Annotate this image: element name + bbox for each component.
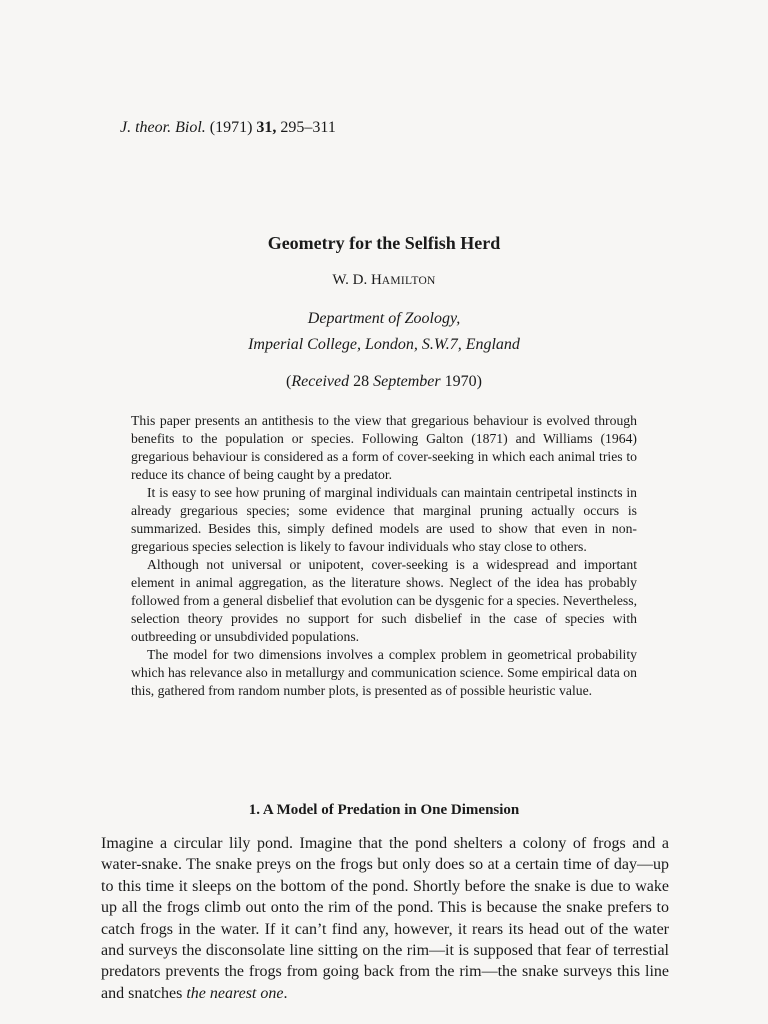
received-label: Received — [291, 373, 350, 390]
abstract-paragraph: The model for two dimensions involves a complex problem in geometrical probability which has relevance also in metallurgy and communication science. Some empirical data on this, gathered from random number plots, is presented as of possible heuristic value. — [131, 647, 637, 698]
affiliation — [0, 306, 768, 358]
body-text — [101, 833, 669, 1004]
received-open: ( — [286, 373, 292, 390]
body-paragraph-end: . — [283, 984, 288, 1002]
journal-citation — [120, 117, 336, 139]
abstract-paragraph: It is easy to see how pruning of marginal individuals can maintain centripetal instincts in already gregarious species; some evidence that marginal pruning actually occurs is summarized. Besides this, simply defined models are used to show that even in non-gregarious species selection is likely to favour individuals who stay close to others. — [131, 485, 637, 554]
author-surname-rest: AMILTON — [381, 275, 436, 287]
journal-pages: 295–311 — [280, 119, 336, 136]
author-surname-initial: H — [370, 272, 382, 288]
abstract-paragraph: Although not universal or unipotent, cover-seeking is a widespread and important element in animal aggregation, as the literature shows. Neglect of the idea has probably followed from a general disbelief that evolution can be dysgenic for a species. Nevertheless, selection theory provides no support for such disbelief in the case of species with outbreeding or unsubdivided populations. — [131, 557, 637, 644]
journal-volume: 31, — [256, 119, 277, 136]
body-paragraph — [101, 833, 669, 1004]
body-paragraph-emphasis: the nearest one — [186, 984, 284, 1002]
author-initials: W. D. — [332, 272, 371, 288]
received-year: 1970) — [440, 373, 482, 390]
journal-name: J. theor. Biol. — [120, 119, 206, 136]
abstract-paragraph: This paper presents an antithesis to the view that gregarious behaviour is evolved through benefits to the population or species. Following Galton (1871) and Williams (1964) gregarious behaviour is considered as a form of cover-seeking in which each animal tries to reduce its chance of being caught by a predator. — [131, 413, 637, 482]
affiliation-institution: Imperial College, London, S.W.7, England — [248, 336, 520, 353]
affiliation-department: Department of Zoology, — [307, 310, 461, 327]
received-date — [0, 373, 768, 391]
section-heading: 1. A Model of Predation in One Dimension — [248, 802, 520, 818]
journal-year: (1971) — [209, 119, 253, 136]
author — [0, 272, 768, 289]
received-month: September — [373, 373, 441, 390]
abstract — [131, 412, 637, 700]
received-day: 28 — [349, 373, 374, 390]
body-paragraph-main: Imagine a circular lily pond. Imagine that the pond shelters a colony of frogs and a water-snake. The snake preys on the frogs but only does so at a certain time of day—up to this time it sleeps on the bottom of the pond. Shortly before the snake is due to wake up all the frogs climb out onto the rim of the pond. This is because the snake prefers to catch frogs in the water. If it can’t find any, however, it rears its head out of the water and surveys the disconsolate line sitting on the rim—it is supposed that fear of terrestial predators prevents the frogs from going back from the rim—the snake surveys this line and snatches — [101, 835, 669, 1002]
paper-title: Geometry for the Selfish Herd — [267, 233, 501, 253]
